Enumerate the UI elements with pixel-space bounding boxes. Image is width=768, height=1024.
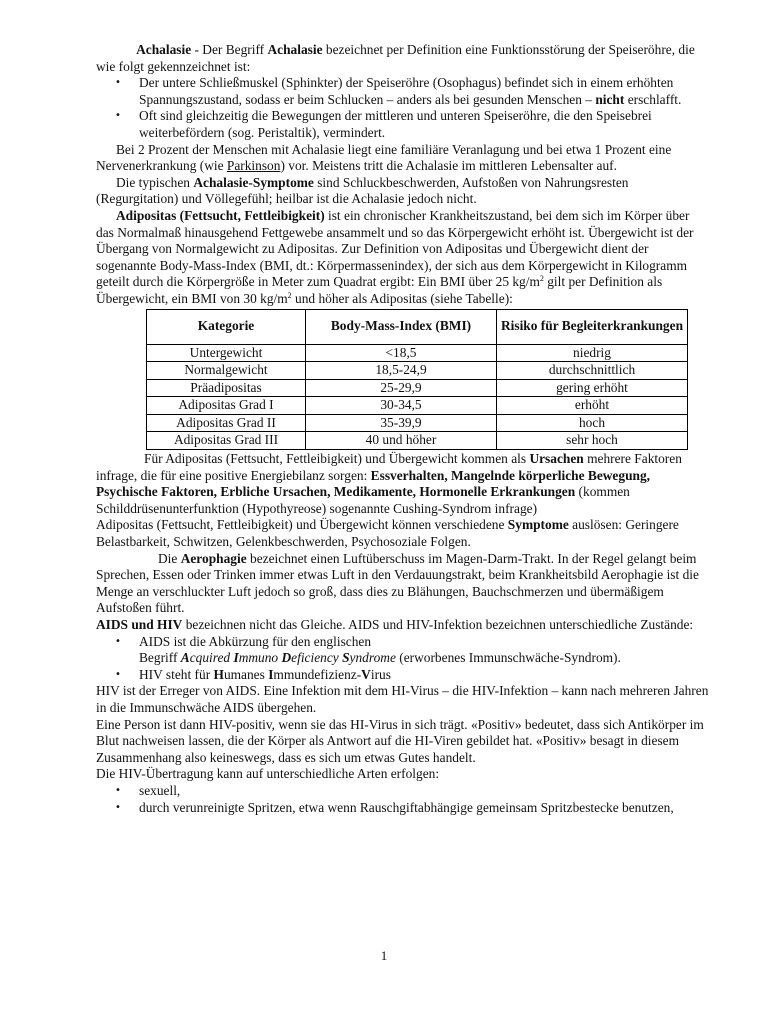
hiv-paragraph-2: Eine Person ist dann HIV-positiv, wenn sie das HI-Virus in sich trägt. «Positiv» bedeutet, dass sich Antikörper im Blut nachweisen lassen, die der Körper als Antwort auf die HI-Viren gebildet hat. «Positiv» besagt in diesem Zusammenhang also keineswegs, dass es sich um etwas Gutes handelt. [96, 716, 704, 765]
table-row [147, 397, 688, 415]
hiv-transmission-list [96, 783, 710, 816]
list-item: • AIDS ist die Abkürzung für den englischen Begriff Acquired Immuno Deficiency Syndrome (erworbenes Immunschwäche-Syndrom). [96, 634, 710, 667]
table-cell: hoch [497, 414, 688, 432]
table-cell: Normalgewicht [147, 362, 306, 380]
achalasie-intro: Achalasie - Der Begriff Achalasie bezeichnet per Definition eine Funktionsstörung der Speiseröhre, die wie folgt gekennzeichnet ist: [96, 42, 695, 74]
bmi-table [146, 309, 688, 451]
table-header: Body-Mass-Index (BMI) [306, 309, 497, 344]
table-cell: Präadipositas [147, 379, 306, 397]
achalasie-term: Achalasie [136, 42, 192, 57]
list-item: • durch verunreinigte Spritzen, etwa wenn Rauschgiftabhängige gemeinsam Spritzbestecke benutzen, [96, 800, 710, 817]
table-cell: Adipositas Grad II [147, 414, 306, 432]
table-cell: 30-34,5 [306, 397, 497, 415]
adipositas-term: Adipositas (Fettsucht, Fettleibigkeit) [116, 207, 325, 223]
table-cell: durchschnittlich [497, 362, 688, 380]
table-header: Kategorie [147, 309, 306, 344]
list-item: • Der untere Schließmuskel (Sphinkter) der Speiseröhre (Osophagus) befindet sich in einem erhöhten Spannungszustand, sodass er beim Schlucken – anders als bei gesunden Menschen – nicht erschlafft. [96, 75, 710, 108]
table-row [147, 344, 688, 362]
table-cell: erhöht [497, 397, 688, 415]
table-header: Risiko für Begleiterkrankungen [497, 309, 688, 344]
parkinson-link[interactable]: Parkinson [226, 158, 281, 174]
achalasie-list [96, 75, 710, 141]
table-row [147, 414, 688, 432]
page-number: 1 [380, 948, 388, 963]
document-page [96, 42, 710, 816]
table-cell: Untergewicht [147, 344, 306, 362]
table-cell: sehr hoch [497, 432, 688, 450]
table-row [147, 379, 688, 397]
table-header-row [147, 309, 688, 344]
table-cell: gering erhöht [497, 379, 688, 397]
hiv-paragraph-1: HIV ist der Erreger von AIDS. Eine Infektion mit dem HI-Virus – die HIV-Infektion – kann nach mehreren Jahren in die Immunschwäche AIDS übergehen. [96, 683, 709, 715]
table-cell: niedrig [497, 344, 688, 362]
hiv-paragraph-3: Die HIV-Übertragung kann auf unterschiedliche Arten erfolgen: [96, 766, 440, 782]
list-item: • sexuell, [96, 783, 710, 800]
aids-intro: AIDS und HIV bezeichnen nicht das Gleiche. AIDS und HIV-Infektion bezeichnen unterschiedliche Zustände: [96, 617, 694, 632]
table-cell: 18,5-24,9 [306, 362, 497, 380]
table-cell: 35-39,9 [306, 414, 497, 432]
table-cell: Adipositas Grad III [147, 432, 306, 450]
achalasie-symptoms: Die typischen Achalasie-Symptome sind Schluckbeschwerden, Aufstoßen von Nahrungsresten (Regurgitation) und Völlegefühl; heilbar ist die Achalasie jedoch nicht. [96, 174, 629, 207]
table-cell: 40 und höher [306, 432, 497, 450]
achalasie-causes: Bei 2 Prozent der Menschen mit Achalasie liegt eine familiäre Veranlagung und bei etwa 1 Prozent eine Nervenerkrankung (wie Parkinson) vor. Meistens tritt die Achalasie im mittleren Lebensalter auf. [96, 141, 672, 174]
table-cell: Adipositas Grad I [147, 397, 306, 415]
list-item: • HIV steht für Humanes Immundefizienz-Virus [96, 667, 710, 684]
adipositas-causes: Für Adipositas (Fettsucht, Fettleibigkeit) und Übergewicht kommen als Ursachen mehrere Faktoren infrage, die für eine positive Energiebilanz sorgen: Essverhalten, Mangelnde körperliche Bewegung, Psychische Faktoren, Erbliche Ursachen, Medikamente, Hormonelle Erkrankungen (kommen Schilddrüsenunterfunktion (Hypothyreose) sogenannte Cushing-Syndrom infrage) [96, 451, 682, 516]
table-row [147, 432, 688, 450]
list-item: • Oft sind gleichzeitig die Bewegungen der mittleren und unteren Speiseröhre, die den Speisebrei weiterbefördern (sog. Peristaltik), vermindert. [96, 108, 710, 141]
adipositas-symptoms: Adipositas (Fettsucht, Fettleibigkeit) und Übergewicht können verschiedene Symptome auslösen: Geringere Belastbarkeit, Schwitzen, Gelenkbeschwerden, Psychosoziale Folgen. [96, 517, 679, 550]
table-row [147, 362, 688, 380]
table-cell: <18,5 [306, 344, 497, 362]
aerophagie-paragraph: Die Aerophagie bezeichnet einen Luftüberschuss im Magen-Darm-Trakt. In der Regel gelangt beim Sprechen, Essen oder Trinken immer etwas Luft in den Verdauungstrakt, beim Krankheitsbild Aerophagie ist die Menge an verschluckter Luft jedoch so groß, dass dies zu Blähungen, Bauchschmerzen und übermäßigem Aufstoßen führt. [96, 550, 699, 616]
table-cell: 25-29,9 [306, 379, 497, 397]
aids-list [96, 634, 710, 684]
adipositas-definition: Adipositas (Fettsucht, Fettleibigkeit) ist ein chronischer Krankheitszustand, bei dem sich im Körper über das Normalmaß hinausgehend Fettgewebe ansammelt und so das Körpergewicht erhöht ist. Übergewicht ist der Übergang von Normalgewicht zu Adipositas. Zur Definition von Adipositas und Übergewicht dient der sogenannte Body-Mass-Index (BMI, dt.: Körpermassenindex), der sich aus dem Körpergewicht in Kilogramm geteilt durch die Körpergröße in Meter zum Quadrat ergibt: Ein BMI über 25 $kg/m^2$ gilt per Definition als Übergewicht, ein BMI von 30 $kg/m^2$ und höher als Adipositas (siehe Tabelle): [96, 207, 694, 306]
